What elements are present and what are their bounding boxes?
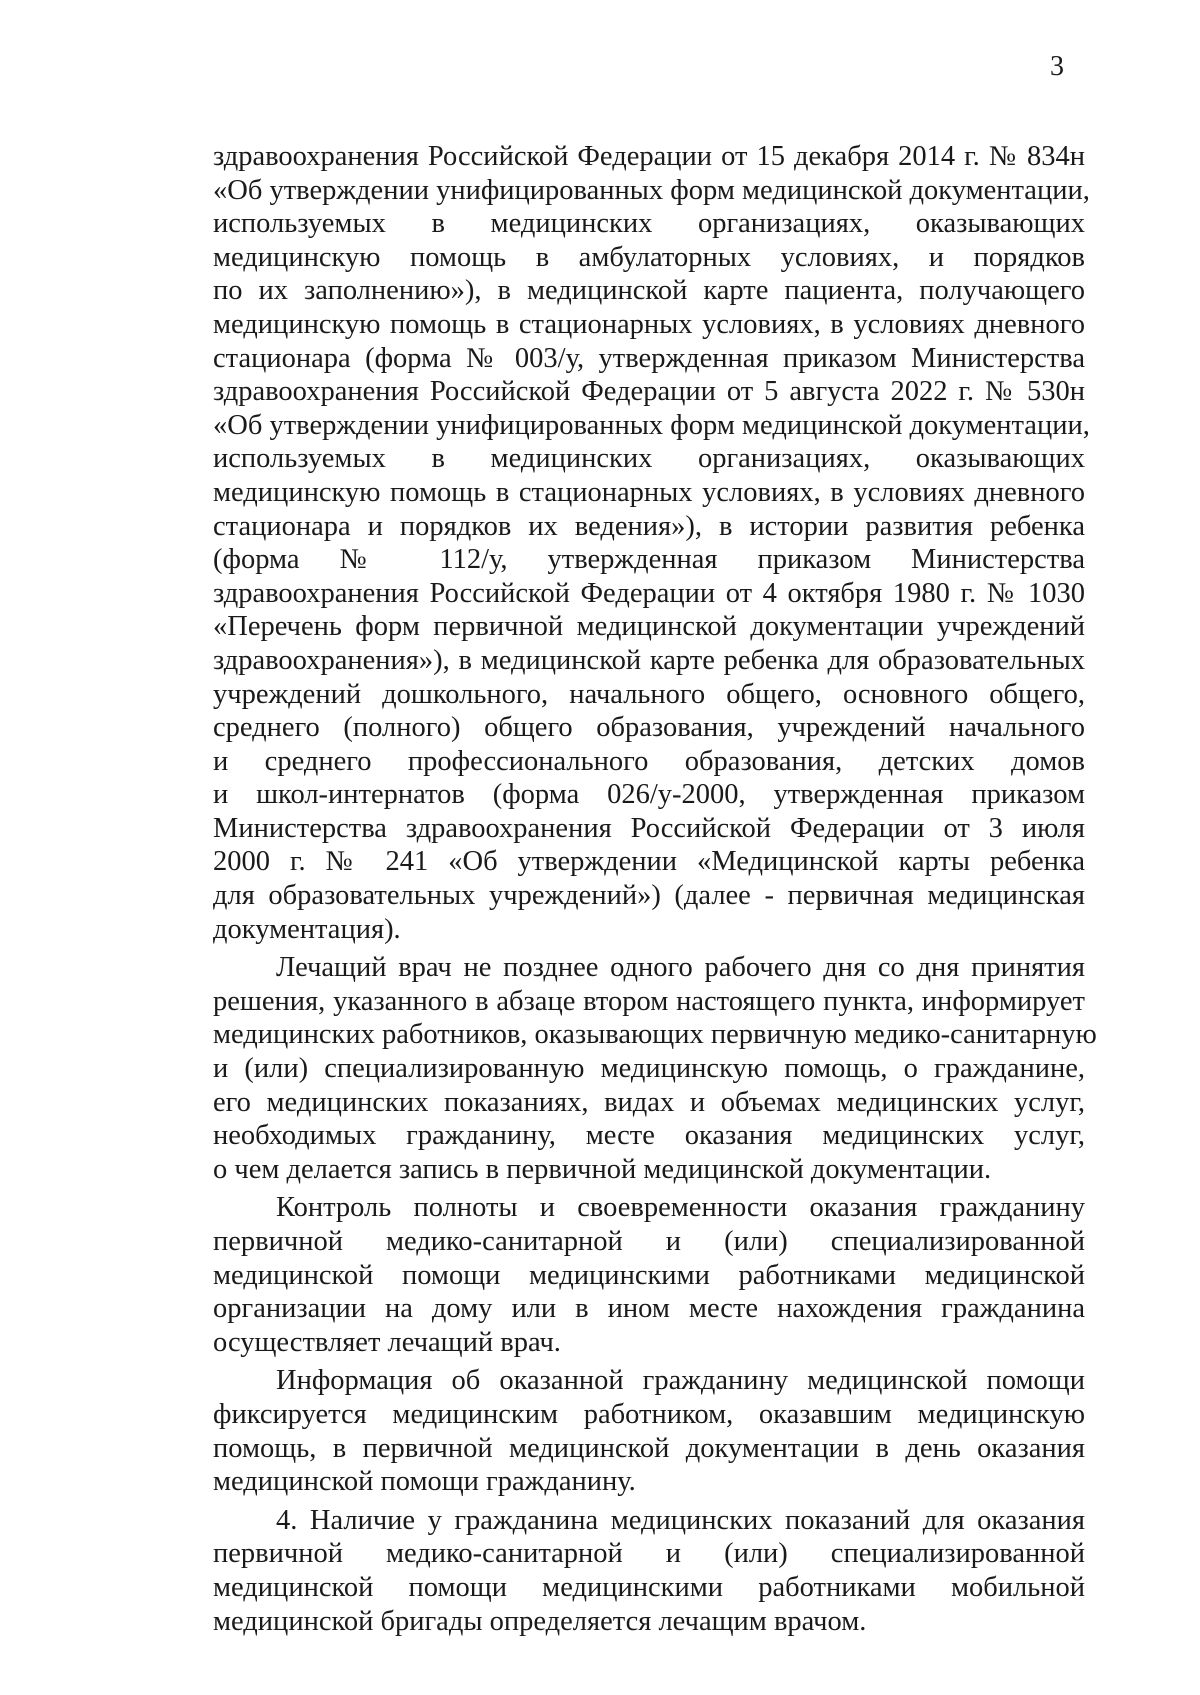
text-line: здравоохранения Российской Федерации от 4 октября 1980 г. № 1030 bbox=[213, 577, 1085, 609]
text-line: Лечащий врач не позднее одного рабочего дня со дня принятия bbox=[276, 952, 1085, 984]
text-line: его медицинских показаниях, видах и объемах медицинских услуг, bbox=[213, 1086, 1085, 1118]
document-body bbox=[213, 140, 1097, 1638]
text-line: и школ-интернатов (форма 026/у-2000, утвержденная приказом bbox=[213, 779, 1085, 811]
text-line: 2000 г. № 241 «Об утверждении «Медицинской карты ребенка bbox=[213, 846, 1085, 878]
text-line: осуществляет лечащий врач. bbox=[213, 1326, 561, 1358]
text-line: медицинской помощи гражданину. bbox=[213, 1466, 636, 1498]
text-line: медицинских работников, оказывающих первичную медико-санитарную bbox=[213, 1019, 1097, 1051]
text-line: здравоохранения»), в медицинской карте ребенка для образовательных bbox=[213, 644, 1085, 676]
text-line: и (или) специализированную медицинскую помощь, о гражданине, bbox=[213, 1053, 1085, 1085]
text-line: среднего (полного) общего образования, учреждений начального bbox=[213, 712, 1085, 744]
text-line: помощь, в первичной медицинской документации в день оказания bbox=[213, 1432, 1085, 1464]
page-number: 3 bbox=[1050, 51, 1064, 82]
text-line: здравоохранения Российской Федерации от 5 августа 2022 г. № 530н bbox=[213, 376, 1085, 408]
text-line: медицинской помощи медицинскими работниками медицинской bbox=[213, 1259, 1085, 1291]
text-line: организации на дому или в ином месте нахождения гражданина bbox=[213, 1293, 1085, 1325]
text-line: используемых в медицинских организациях, оказывающих bbox=[213, 208, 1085, 240]
text-line: стационара и порядков их ведения»), в истории развития ребенка bbox=[213, 510, 1085, 542]
text-line: по их заполнению»), в медицинской карте пациента, получающего bbox=[213, 275, 1085, 307]
paragraph bbox=[213, 140, 1090, 946]
text-line: для образовательных учреждений») (далее - первичная медицинская bbox=[213, 880, 1085, 912]
text-line: решения, указанного в абзаце втором настоящего пункта, информирует bbox=[213, 985, 1085, 1017]
text-line: и среднего профессионального образования, детских домов bbox=[213, 745, 1085, 777]
text-line: медицинскую помощь в стационарных условиях, в условиях дневного bbox=[213, 308, 1085, 340]
paragraph bbox=[213, 1504, 1085, 1638]
text-line: Министерства здравоохранения Российской Федерации от 3 июля bbox=[213, 812, 1085, 844]
text-line: медицинскую помощь в стационарных условиях, в условиях дневного bbox=[213, 476, 1085, 508]
paragraph bbox=[213, 1191, 1085, 1359]
text-line: медицинской бригады определяется лечащим врачом. bbox=[213, 1605, 867, 1637]
text-line: о чем делается запись в первичной медицинской документации. bbox=[213, 1153, 992, 1185]
text-line: стационара (форма № 003/у, утвержденная приказом Министерства bbox=[213, 342, 1085, 374]
text-line: учреждений дошкольного, начального общего, основного общего, bbox=[213, 678, 1085, 710]
text-line: первичной медико-санитарной и (или) специализированной bbox=[213, 1538, 1085, 1570]
text-line: необходимых гражданину, месте оказания медицинских услуг, bbox=[213, 1120, 1085, 1152]
text-line: 4. Наличие у гражданина медицинских показаний для оказания bbox=[276, 1504, 1085, 1536]
paragraph bbox=[213, 1364, 1085, 1498]
text-line: «Перечень форм первичной медицинской документации учреждений bbox=[213, 611, 1085, 643]
text-line: Информация об оказанной гражданину медицинской помощи bbox=[276, 1365, 1085, 1397]
text-line: медицинской помощи медицинскими работниками мобильной bbox=[213, 1571, 1085, 1603]
text-line: фиксируется медицинским работником, оказавшим медицинскую bbox=[213, 1398, 1085, 1430]
text-line: здравоохранения Российской Федерации от 15 декабря 2014 г. № 834н bbox=[213, 141, 1085, 172]
text-line: Контроль полноты и своевременности оказания гражданину bbox=[276, 1192, 1085, 1224]
text-line: медицинскую помощь в амбулаторных условиях, и порядков bbox=[213, 241, 1085, 273]
text-line: «Об утверждении унифицированных форм медицинской документации, bbox=[213, 174, 1090, 206]
text-line: документация). bbox=[213, 913, 401, 945]
paragraph bbox=[213, 951, 1097, 1186]
text-line: первичной медико-санитарной и (или) специализированной bbox=[213, 1226, 1085, 1257]
text-line: (форма № 112/у, утвержденная приказом Министерства bbox=[213, 544, 1085, 576]
text-line: «Об утверждении унифицированных форм медицинской документации, bbox=[213, 409, 1090, 441]
text-line: используемых в медицинских организациях, оказывающих bbox=[213, 443, 1085, 475]
